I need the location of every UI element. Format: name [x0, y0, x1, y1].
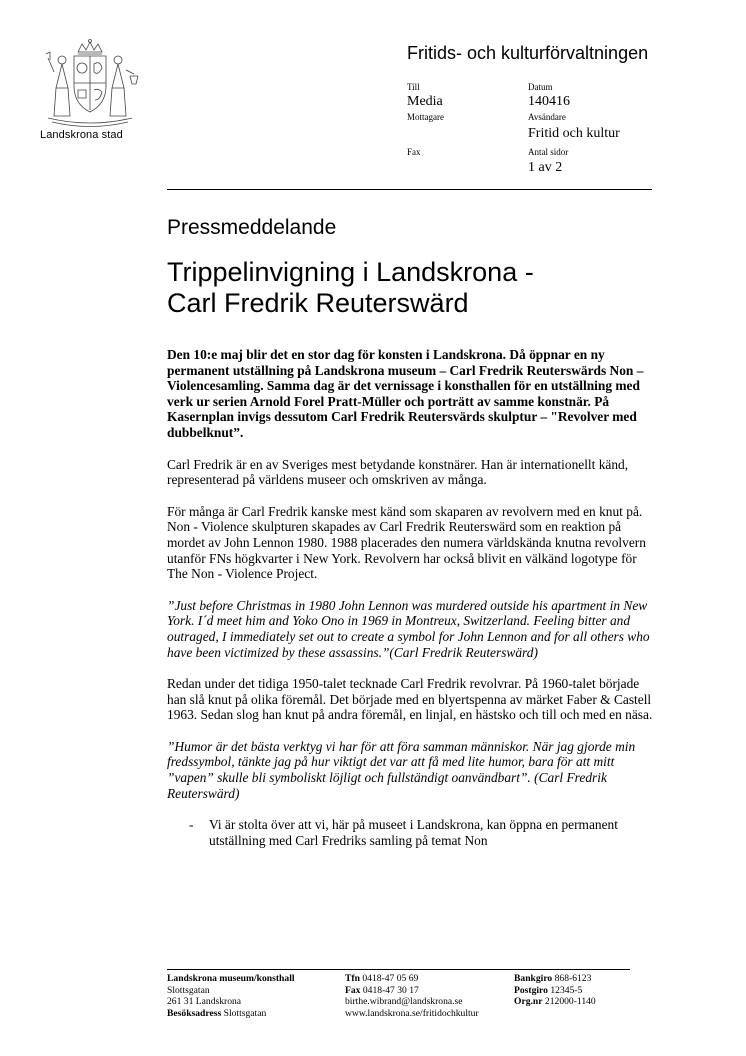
- footer-org-name: Landskrona museum/konsthall: [167, 973, 295, 984]
- footer-postgiro-label: Postgiro: [514, 984, 548, 996]
- footer-city: 261 31 Landskrona: [167, 996, 242, 1007]
- footer-bank: [514, 973, 596, 1008]
- fax-label: Fax: [407, 147, 421, 157]
- body-paragraph-2: För många är Carl Fredrik kanske mest känd som skaparen av revolvern med en knut på. Non - Violence skulpturen skapades av Carl Fredrik Reuterswärd som en reaktion på mordet av John Lennon 1980. 1988 placerades den numera världskända knutna revolvern utanför FNs högkvarter i New York. Revolvern har också blivit en välkänd logotype för The Non - Violence Project.: [167, 503, 646, 582]
- footer-street: Slottsgatan: [167, 984, 210, 996]
- headline-line-1: Trippelinvigning i Landskrona -: [167, 257, 534, 287]
- datum-label: Datum: [528, 82, 553, 92]
- quote-paragraph-2: ”Humor är det bästa verktyg vi har för att föra samman människor. När jag gjorde min fredssymbol, tänkte jag på hur viktigt det var att få med lite humor, bara för att mitt ”vapen” skulle bli symboliskt löjligt och fullständigt oanvändbart”. (Carl Fredrik Reuterswärd): [167, 738, 636, 801]
- datum-value: 140416: [528, 94, 570, 109]
- antal-sidor-label: Antal sidor: [528, 147, 569, 157]
- footer-tfn-value: 0418-47 05 69: [362, 973, 419, 984]
- till-label: Till: [407, 82, 420, 92]
- footer-address: [167, 973, 295, 1019]
- footer-fax-label: Fax: [345, 984, 361, 996]
- coat-of-arms-logo: [40, 38, 140, 133]
- headline-line-2: Carl Fredrik Reuterswärd: [167, 288, 469, 318]
- footer-visit-value: Slottsgatan: [223, 1007, 267, 1019]
- bullet-text: Vi är stolta över att vi, här på museet i Landskrona, kan öppna en permanent utställning med Carl Fredriks samling på temat Non: [209, 817, 618, 848]
- till-value: Media: [407, 94, 443, 109]
- footer-orgnr-value: 212000-1140: [544, 996, 596, 1007]
- quote-paragraph-1: ”Just before Christmas in 1980 John Lennon was murdered outside his apartment in New York. I´d meet him and Yoko Ono in 1969 in Montreux, Switzerland. Feeling bitter and outraged, I immediately set out to create a symbol for John Lennon and for all others who have been victimized by these assassins.”(Carl Fredrik Reuterswärd): [167, 597, 650, 660]
- headline: [167, 257, 637, 319]
- bullet-dash: -: [189, 817, 194, 833]
- press-release-body: [167, 347, 657, 848]
- header-divider: [167, 189, 652, 190]
- footer-divider: [167, 969, 630, 970]
- antal-sidor-value: 1 av 2: [528, 160, 563, 175]
- mottagare-label: Mottagare: [407, 112, 444, 122]
- footer-tfn-label: Tfn: [345, 973, 360, 984]
- department-name: Fritids- och kulturförvaltningen: [407, 43, 649, 63]
- footer-contact: [345, 973, 479, 1019]
- footer-visit-label: Besöksadress: [167, 1007, 222, 1019]
- footer-fax-value: 0418-47 30 17: [362, 984, 419, 996]
- logo-text: Landskrona stad: [40, 129, 123, 141]
- footer-bankgiro-value: 868-6123: [554, 973, 592, 984]
- footer-orgnr-label: Org.nr: [514, 996, 543, 1007]
- body-paragraph-1: Carl Fredrik är en av Sveriges mest betydande konstnärer. Han är internationellt känd, representerad på världens museer och omskriven av många.: [167, 456, 629, 488]
- body-paragraph-3: Redan under det tidiga 1950-talet tecknade Carl Fredrik revolvrar. På 1960-talet började han slå knut på olika föremål. Det började med en blyertspenna av märket Faber & Castell 1963. Sedan slog han knut på andra föremål, en linjal, en hästsko och till och med en näsa.: [167, 676, 653, 723]
- footer-postgiro-value: 12345-5: [550, 984, 583, 996]
- footer-web-link[interactable]: www.landskrona.se/fritidochkultur: [345, 1007, 479, 1019]
- footer-email-link[interactable]: birthe.wibrand@landskrona.se: [345, 996, 463, 1007]
- avsandare-value: Fritid och kultur: [528, 126, 620, 141]
- bullet-item: [189, 817, 657, 848]
- document-type: Pressmeddelande: [167, 216, 337, 239]
- avsandare-label: Avsändare: [528, 112, 566, 122]
- lead-paragraph: Den 10:e maj blir det en stor dag för konsten i Landskrona. Då öppnar en ny permanent utställning på Landskrona museum – Carl Fredrik Reuterswärds Non – Violencesamling. Samma dag är det vernissage i konsthallen för en utställning med verk ur serien Arnold Forel Pratt-Müller och porträtt av samme konstnär. På Kasernplan invigs dessutom Carl Fredrik Reutersvärds skulptur – "Revolver med dubbelknut”.: [167, 347, 644, 440]
- footer-bankgiro-label: Bankgiro: [514, 973, 553, 984]
